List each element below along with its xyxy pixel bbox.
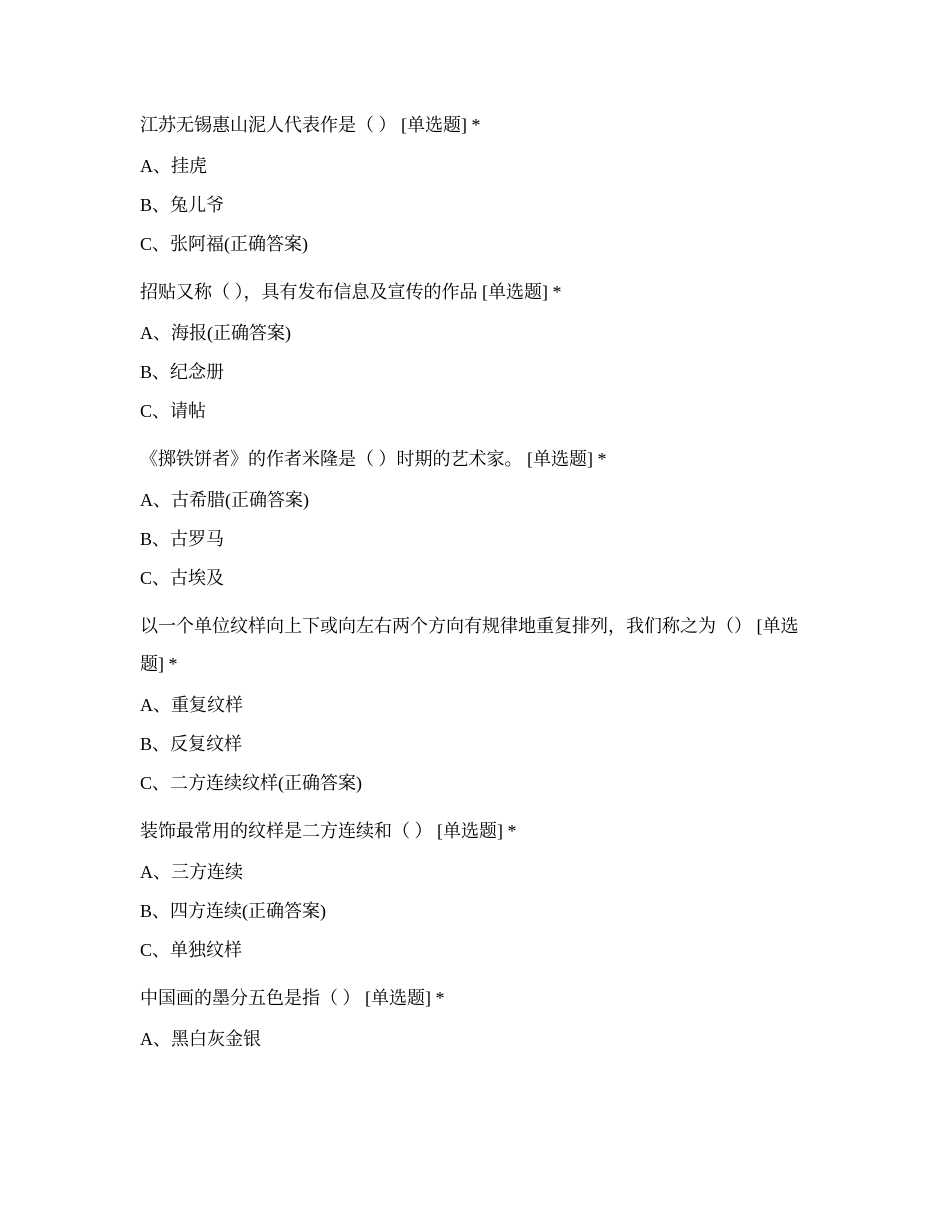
option-a: A、挂虎 [140,156,207,176]
option-b: B、四方连续(正确答案) [140,901,326,921]
option-b: B、纪念册 [140,362,225,382]
question-spacer [140,970,820,979]
question-3 [140,440,820,598]
option-a: A、三方连续 [140,862,243,882]
question-text: 江苏无锡惠山泥人代表作是（ ） [单选题] * [140,115,481,135]
question-4 [140,607,820,803]
question-spacer [140,264,820,273]
question-spacer [140,803,820,812]
option-a: A、重复纹样 [140,695,243,715]
option-c: C、张阿福(正确答案) [140,234,308,254]
question-spacer [140,431,820,440]
question-spacer [140,598,820,607]
question-text: 装饰最常用的纹样是二方连续和（ ） [单选题] * [140,821,517,841]
option-a: A、海报(正确答案) [140,323,291,343]
option-c: C、二方连续纹样(正确答案) [140,773,362,793]
option-c: C、单独纹样 [140,940,243,960]
option-b: B、古罗马 [140,529,225,549]
document-page [140,106,820,1059]
question-5 [140,812,820,970]
option-b: B、兔儿爷 [140,195,225,215]
question-text: 《掷铁饼者》的作者米隆是（ ）时期的艺术家。 [单选题] * [140,449,607,469]
option-a: A、古希腊(正确答案) [140,490,309,510]
question-1 [140,106,820,264]
question-6 [140,979,820,1059]
question-text: 中国画的墨分五色是指（ ） [单选题] * [140,988,445,1008]
option-c: C、古埃及 [140,568,225,588]
option-b: B、反复纹样 [140,734,243,754]
option-c: C、请帖 [140,401,207,421]
option-a: A、黑白灰金银 [140,1029,261,1049]
question-text: 以一个单位纹样向上下或向左右两个方向有规律地重复排列，我们称之为（） [单选题] * [140,616,799,674]
question-2 [140,273,820,431]
question-text: 招贴又称（ ），具有发布信息及宣传的作品 [单选题] * [140,282,562,302]
